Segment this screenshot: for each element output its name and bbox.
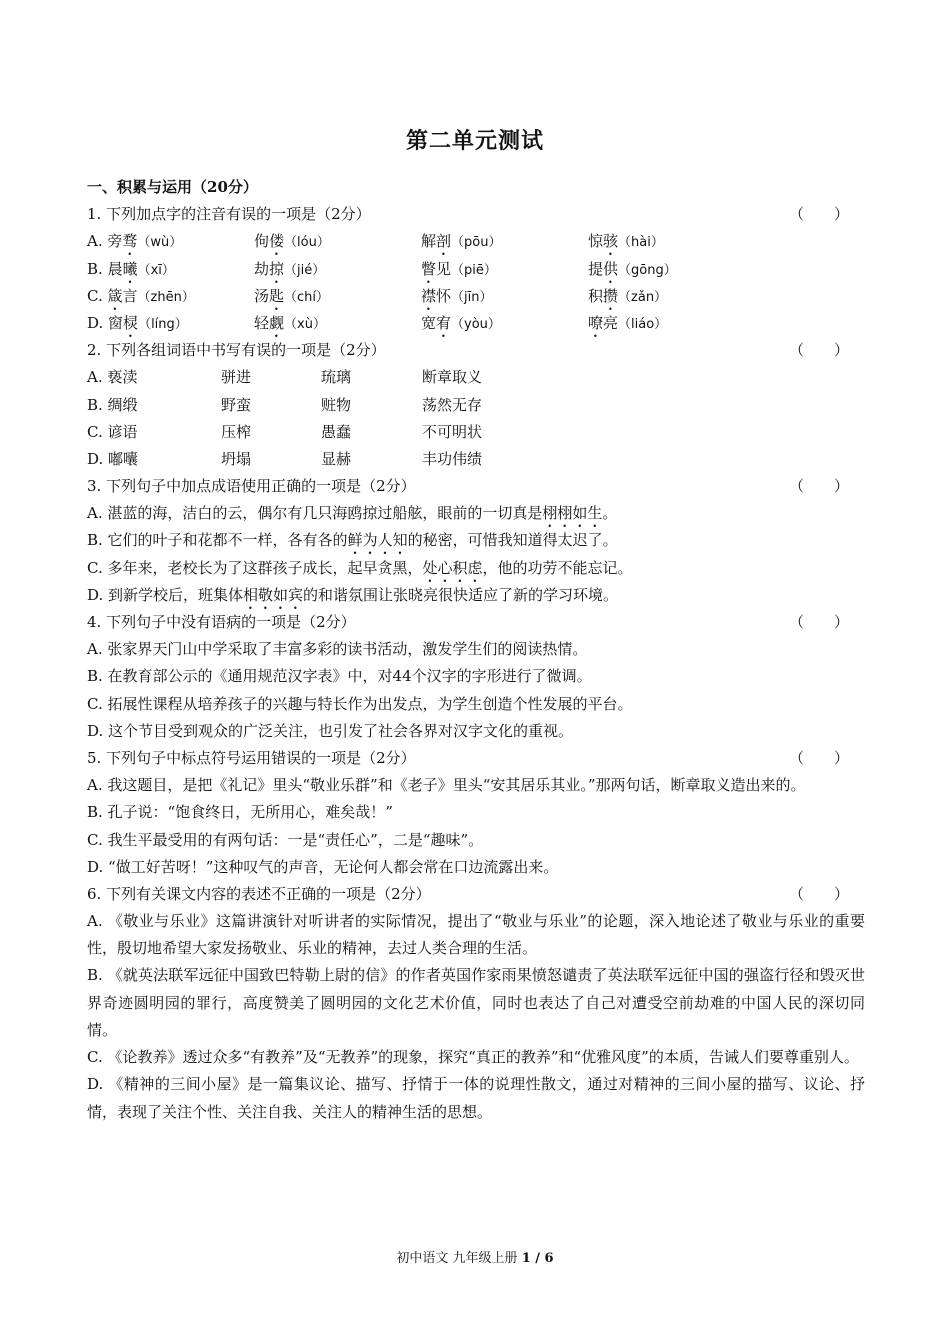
- question-1: [87, 201, 865, 228]
- option-d: D. “做工好苦呀！”这种叹气的声音，无论何人都会常在口边流露出来。: [87, 857, 559, 876]
- option-b: B. 孔子说：“饱食终日，无所用心，难矣哉！”: [87, 803, 393, 822]
- question-stem: 5. 下列句子中标点符号运用错误的一项是（2分）: [87, 748, 416, 767]
- dotted-char: 掠: [269, 259, 285, 278]
- option-c: C. 我生平最受用的有两句话：一是“责任心”，二是“趣味”。: [87, 830, 484, 849]
- option-a: [87, 228, 865, 255]
- pinyin: （xù）: [284, 316, 326, 332]
- question-stem: 3. 下列句子中加点成语使用正确的一项是（2分）: [87, 477, 416, 496]
- pinyin: （jié）: [284, 262, 326, 278]
- answer-parentheses: （ ）: [788, 884, 849, 903]
- option-word: 显赫: [321, 449, 352, 468]
- question-stem: 1. 下列加点字的注音有误的一项是（2分）: [87, 205, 371, 224]
- pinyin: （liáo）: [618, 316, 668, 332]
- pinyin: （jīn）: [451, 289, 493, 305]
- option-word: 荡然无存: [422, 395, 483, 414]
- answer-parentheses: （ ）: [788, 613, 849, 631]
- option-text: 。: [602, 504, 618, 523]
- dotted-char: 箴: [107, 286, 123, 305]
- page-number: 1 / 6: [521, 1251, 554, 1266]
- option-word: 不可明状: [422, 422, 483, 441]
- dotted-char: 嘹: [588, 313, 604, 332]
- pinyin: （yòu）: [451, 316, 501, 332]
- question-4: [87, 609, 865, 636]
- page-footer: [0, 1247, 950, 1266]
- dotted-idiom: 相敬如宾: [243, 585, 304, 604]
- question-stem: 4. 下列句子中没有语病的一项是（2分）: [87, 613, 356, 631]
- pinyin: （chí）: [284, 289, 330, 305]
- option-c: C. 《论教养》透过众多“有教养”及“无教养”的现象，探究“真正的教养”和“优雅风度”的本质，告诫人们要尊重别人。: [87, 1048, 859, 1067]
- pinyin: （zǎn）: [618, 289, 668, 305]
- pinyin: （zhēn）: [137, 289, 195, 305]
- option-row: [87, 392, 865, 419]
- option-b: [87, 256, 865, 283]
- option-word: 骈进: [221, 368, 252, 387]
- option-a: A. 《敬业与乐业》这篇讲演针对听讲者的实际情况，提出了“敬业与乐业”的论题，深入地论述了敬业与乐业的重要性，殷切地希望大家发扬敬业、乐业的精神，去过人类合理的生活。: [87, 912, 865, 958]
- word-text: 亮: [603, 313, 619, 332]
- option-text: 的和谐氛围让张晓亮很快适应了新的学习环境。: [303, 585, 619, 604]
- word-text: D.: [87, 313, 109, 332]
- pinyin: （líng）: [138, 316, 188, 332]
- dotted-idiom: 栩栩如生: [542, 504, 603, 523]
- option-c: [87, 555, 865, 582]
- option-text: C. 多年来，老校长为了这群孩子成长，起早贪黑，: [87, 558, 423, 577]
- option-text: D. 到新学校后，班集体: [87, 585, 244, 604]
- word-text: 惊: [588, 232, 604, 251]
- option-word: A. 亵渎: [87, 368, 138, 387]
- word-text: 晨: [107, 259, 123, 278]
- option-d: [87, 582, 865, 609]
- dotted-char: 匙: [269, 286, 285, 305]
- option-c: C. 拓展性课程从培养孩子的兴趣与特长作为出发点，为学生创造个性发展的平台。: [87, 694, 633, 713]
- question-2: [87, 337, 865, 364]
- option-word: D. 嘟囔: [87, 449, 139, 468]
- option-b: B. 在教育部公示的《通用规范汉字表》中，对44个汉字的字形进行了微调。: [87, 667, 592, 686]
- answer-parentheses: （ ）: [788, 341, 849, 360]
- dotted-char: 偻: [269, 232, 285, 251]
- option-d: D. 《精神的三间小屋》是一篇集议论、描写、抒情于一体的说理性散文，通过对精神的三间小屋的描写、议论、抒情，表现了关注个性、关注自我、关注人的精神生活的思想。: [87, 1075, 865, 1121]
- pinyin: （pōu）: [451, 235, 502, 251]
- option-row: [87, 446, 865, 473]
- option-row: [87, 419, 865, 446]
- dotted-char: 供: [603, 259, 619, 278]
- dotted-char: 觑: [269, 313, 285, 332]
- dotted-char: 襟: [421, 286, 437, 305]
- word-text: B.: [87, 259, 108, 278]
- dotted-char: 剖: [436, 232, 452, 251]
- pinyin: （xī）: [137, 262, 175, 278]
- question-5: [87, 745, 865, 772]
- option-word: 压榨: [221, 422, 252, 441]
- word-text: 轻: [254, 313, 270, 332]
- option-word: 断章取义: [422, 368, 483, 387]
- question-1-options: [87, 228, 865, 337]
- option-word: C. 谚语: [87, 422, 138, 441]
- document-body: [87, 174, 865, 1126]
- pinyin: （gōng）: [618, 262, 677, 278]
- option-text: A. 湛蓝的海，洁白的云，偶尔有几只海鸥掠过船舷，眼前的一切真是: [87, 504, 543, 523]
- option-word: 愚蠢: [321, 422, 352, 441]
- word-text: 解: [421, 232, 437, 251]
- word-text: 言: [122, 286, 138, 305]
- dotted-char: 瞥: [421, 259, 437, 278]
- question-3: [87, 473, 865, 500]
- answer-parentheses: （ ）: [788, 205, 849, 224]
- answer-parentheses: （ ）: [788, 477, 849, 496]
- dotted-char: 骇: [603, 232, 619, 251]
- answer-parentheses: （ ）: [788, 748, 849, 767]
- option-word: 坍塌: [221, 449, 252, 468]
- option-word: B. 绸缎: [87, 395, 138, 414]
- dotted-char: 宥: [436, 313, 452, 332]
- option-word: 丰功伟绩: [422, 449, 483, 468]
- word-text: 旁: [107, 232, 123, 251]
- option-a: A. 我这题目，是把《礼记》里头“敬业乐群”和《老子》里头“安其居乐其业。”那两句话，断章取义造出来的。: [87, 776, 806, 795]
- option-word: 赃物: [321, 395, 352, 414]
- word-text: 佝: [254, 232, 270, 251]
- option-word: 琉璃: [321, 368, 352, 387]
- word-text: 积: [588, 286, 604, 305]
- option-text: ，他的功劳不能忘记。: [482, 558, 633, 577]
- word-text: 见: [436, 259, 452, 278]
- question-6: [87, 881, 865, 908]
- option-c: [87, 283, 865, 310]
- option-row: [87, 364, 865, 391]
- question-stem: 2. 下列各组词语中书写有误的一项是（2分）: [87, 341, 386, 360]
- option-d: [87, 310, 865, 337]
- word-text: 怀: [436, 286, 452, 305]
- dotted-idiom: 鲜为人知: [347, 531, 408, 550]
- option-d: D. 这个节目受到观众的广泛关注，也引发了社会各界对汉字文化的重视。: [87, 721, 574, 740]
- option-a: A. 张家界天门山中学采取了丰富多彩的读书活动，激发学生们的阅读热情。: [87, 640, 588, 659]
- pinyin: （piē）: [451, 262, 497, 278]
- option-a: [87, 500, 865, 527]
- word-text: 汤: [254, 286, 270, 305]
- dotted-char: 曦: [122, 259, 138, 278]
- section-heading: 一、积累与运用（20分）: [87, 178, 258, 196]
- option-word: 野蛮: [221, 395, 252, 414]
- option-text: B. 它们的叶子和花都不一样，各有各的: [87, 531, 348, 550]
- footer-text: 初中语文 九年级上册: [396, 1251, 522, 1266]
- pinyin: （lóu）: [284, 235, 330, 251]
- option-b: B. 《就英法联军远征中国致巴特勒上尉的信》的作者英国作家雨果愤怒谴责了英法联军远征中国的强盗行径和毁灭世界奇迹圆明园的罪行，高度赞美了圆明园的文化艺术价值，同时也表达了自己对遭受空前劫难的中国人民的深切同情。: [87, 966, 865, 1039]
- dotted-char: 骛: [122, 232, 138, 251]
- dotted-char: 攒: [603, 286, 619, 305]
- question-stem: 6. 下列有关课文内容的表述不正确的一项是（2分）: [87, 884, 431, 903]
- word-text: 宽: [421, 313, 437, 332]
- word-text: 窗: [108, 313, 124, 332]
- option-b: [87, 527, 865, 554]
- pinyin: （hài）: [618, 235, 664, 251]
- page-title: 第二单元测试: [405, 128, 544, 154]
- word-text: A.: [87, 232, 108, 251]
- word-text: 提: [588, 259, 604, 278]
- option-text: 的秘密，可惜我知道得太迟了。: [407, 531, 618, 550]
- word-text: 劫: [254, 259, 270, 278]
- pinyin: （wù）: [137, 235, 183, 251]
- dotted-char: 棂: [123, 313, 139, 332]
- word-text: C.: [87, 286, 108, 305]
- dotted-idiom: 处心积虑: [422, 558, 483, 577]
- question-2-options: [87, 364, 865, 473]
